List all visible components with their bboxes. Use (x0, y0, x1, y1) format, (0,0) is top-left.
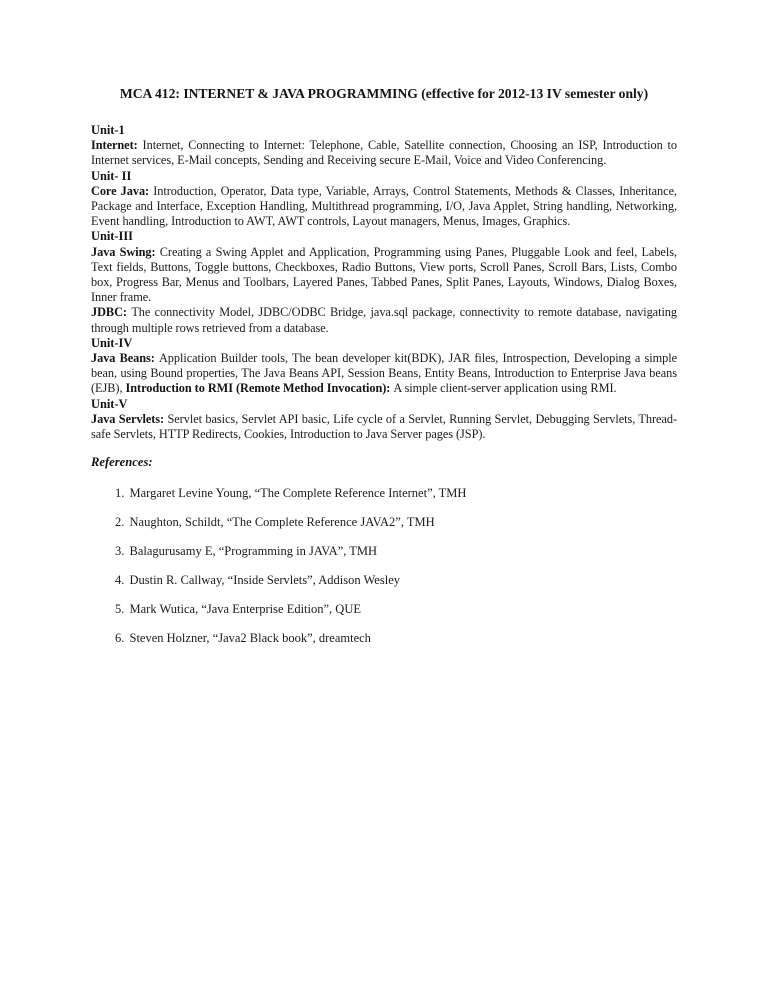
unit-3-paragraph-jdbc: JDBC: The connectivity Model, JDBC/ODBC Bridge, java.sql package, connectivity to remote database, navigating through multiple rows retrieved from a database. (91, 305, 678, 335)
course-title: MCA 412: INTERNET & JAVA PROGRAMMING (effective for 2012-13 IV semester only) (119, 86, 649, 101)
reference-text: Steven Holzner, “Java2 Black book”, dreamtech (129, 631, 371, 646)
reference-text: Balagurusamy E, “Programming in JAVA”, TMH (129, 544, 378, 559)
reference-text: Naughton, Schildt, “The Complete Reference JAVA2”, TMH (129, 515, 435, 530)
reference-number: 2. (115, 515, 125, 530)
unit-1-paragraph: Internet: Internet, Connecting to Internet: Telephone, Cable, Satellite connection, Choosing an ISP, Introduction to Internet services, E-Mail concepts, Sending and Receiving secure E-Mail, Voice and Video Conferencing. (91, 138, 677, 168)
reference-item (115, 602, 677, 617)
references-section (91, 455, 677, 646)
unit-4-section (91, 336, 677, 397)
unit-5-section (91, 397, 677, 443)
reference-text: Mark Wutica, “Java Enterprise Edition”, QUE (129, 602, 361, 617)
references-list (91, 486, 677, 646)
reference-number: 5. (115, 602, 125, 617)
syllabus-units (91, 123, 677, 442)
unit-4-paragraph: Java Beans: Application Builder tools, The bean developer kit(BDK), JAR files, Introspection, Developing a simple bean, using Bound properties, The Java Beans API, Session Beans, Entity Beans, Introduction to Enterprise Java beans (EJB), Introduction to RMI (Remote Method Invocation): A simple client-server application using RMI. (91, 351, 677, 396)
reference-number: 6. (115, 631, 125, 646)
unit-5-heading: Unit-V (91, 396, 128, 411)
unit-3-heading: Unit-III (91, 229, 133, 244)
reference-number: 3. (115, 544, 125, 559)
reference-text: Dustin R. Callway, “Inside Servlets”, Addison Wesley (129, 573, 400, 588)
unit-3-paragraph-java-swing: Java Swing: Creating a Swing Applet and Application, Programming using Panes, Pluggable Look and feel, Labels, Text fields, Buttons, Toggle buttons, Checkboxes, Radio Buttons, View ports, Scroll Panes, Scroll Bars, Lists, Combo box, Progress Bar, Menus and Toolbars, Layered Panes, Tabbed Panes, Split Panes, Layouts, Windows, Dialog Boxes, Inner frame. (91, 244, 677, 305)
unit-1-section (91, 123, 677, 169)
references-heading: References: (91, 455, 153, 470)
unit-5-paragraph: Java Servlets: Servlet basics, Servlet API basic, Life cycle of a Servlet, Running Servlet, Debugging Servlets, Thread-safe Servlets, HTTP Redirects, Cookies, Introduction to Java Server pages (JSP). (91, 411, 677, 442)
unit-2-section (91, 169, 677, 230)
unit-1-heading: Unit-1 (91, 123, 125, 137)
reference-item (115, 631, 677, 646)
unit-3-section (91, 229, 677, 335)
reference-item (115, 486, 677, 501)
unit-2-heading: Unit- II (91, 168, 132, 183)
reference-number: 4. (115, 573, 125, 588)
unit-4-heading: Unit-IV (91, 335, 133, 350)
unit-2-paragraph: Core Java: Introduction, Operator, Data type, Variable, Arrays, Control Statements, Methods & Classes, Inheritance, Package and Interface, Exception Handling, Multithread programming, I/O, Java Applet, String handling, Networking, Event handling, Introduction to AWT, AWT controls, Layout managers, Menus, Images, Graphics. (91, 183, 677, 229)
reference-item (115, 544, 677, 559)
reference-item (115, 573, 677, 588)
reference-number: 1. (115, 486, 125, 501)
reference-item (115, 515, 677, 530)
reference-text: Margaret Levine Young, “The Complete Reference Internet”, TMH (129, 486, 467, 501)
